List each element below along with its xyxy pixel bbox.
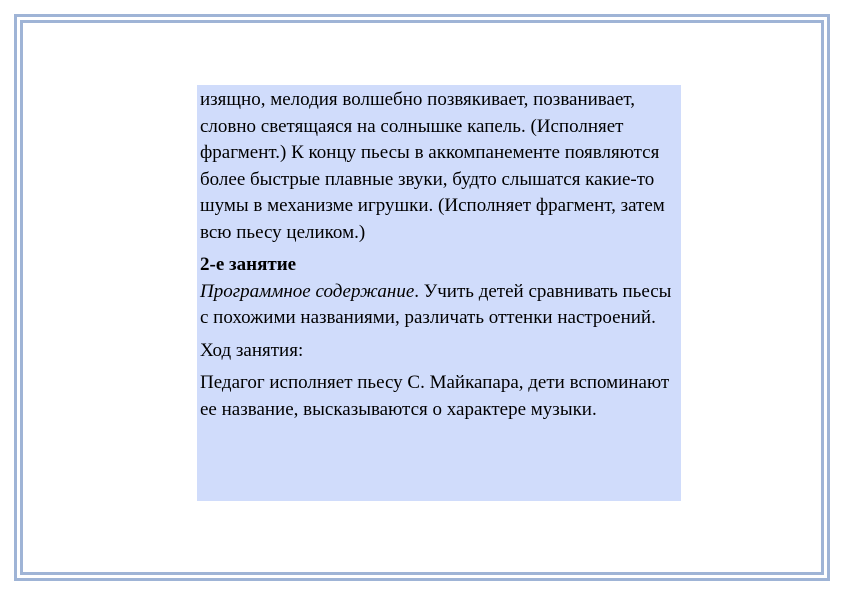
program-text: . Учить детей сравнивать пьесы с похожими названиями, различать оттенки настроений. — [200, 280, 672, 328]
text-box — [197, 85, 681, 501]
program-label: Программное содержание — [200, 280, 415, 302]
course-label: Ход занятия: — [200, 339, 304, 361]
section-heading: 2-е занятие — [200, 254, 297, 275]
paragraph-last: Педагог исполняет пьесу С. Майкапара, дети вспоминают ее название, высказываются о характере музыки. — [200, 372, 670, 420]
paragraph-intro: изящно, мелодия волшебно позвякивает, позванивает, словно светящаяся на солнышке капель. (Исполняет фрагмент.) К концу пьесы в аккомпанементе появляются более быстрые плавные звуки, будто слышатся какие-то шумы в механизме игрушки. (Исполняет фрагмент, затем всю пьесу целиком.) — [200, 89, 665, 243]
paragraph-program — [200, 279, 677, 332]
